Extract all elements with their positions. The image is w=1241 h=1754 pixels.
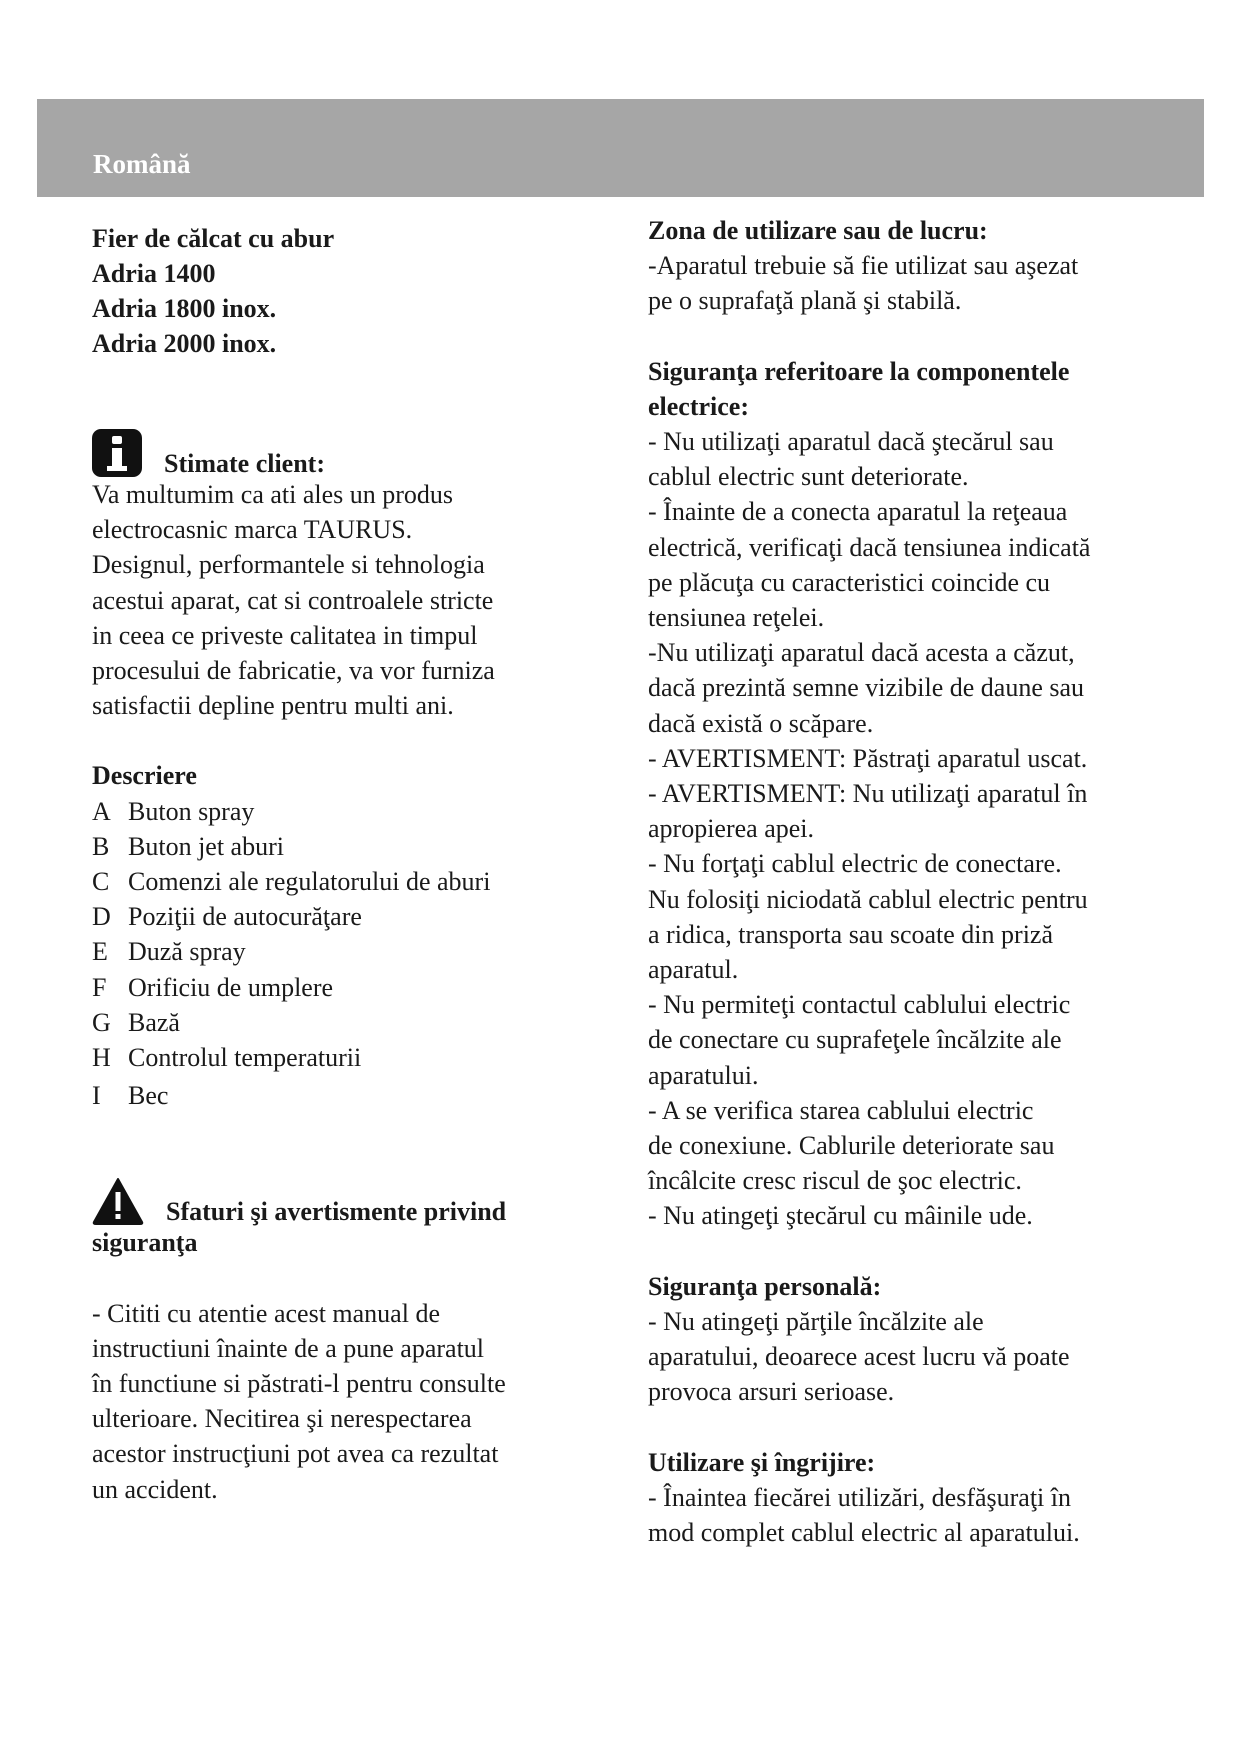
text-line: in ceea ce priveste calitatea in timpul	[92, 620, 478, 650]
section-use-and-care	[648, 1445, 1208, 1551]
language-label: Română	[93, 149, 191, 179]
list-item: F Orificiu de umplere	[92, 972, 334, 1002]
text-line: a ridica, transporta sau scoate din priză	[648, 919, 1053, 949]
text-line: aparatul.	[648, 955, 739, 985]
product-line: Adria 1800 inox.	[92, 294, 277, 323]
list-item: B Buton jet aburi	[92, 831, 284, 861]
warning-icon	[92, 1177, 144, 1225]
text-line: electrică, verificaţi dacă tensiunea indicată	[648, 532, 1091, 562]
safety-title-line1: Sfaturi şi avertismente privind	[166, 1197, 507, 1227]
text-line: de conexiune. Cablurile deteriorate sau	[648, 1131, 1055, 1161]
text-line: - Înaintea fiecărei utilizări, desfăşuraţi în	[648, 1482, 1072, 1512]
left-column	[92, 221, 592, 1507]
text-line: Designul, performantele si tehnologia	[92, 550, 485, 580]
text-line: - Nu forţaţi cablul electric de conectare.	[648, 849, 1062, 879]
text-line: - Înainte de a conecta aparatul la reţeaua	[648, 497, 1068, 527]
safety-heading	[92, 1177, 592, 1225]
text-line: - Nu atingeţi părţile încălzite ale	[648, 1306, 984, 1336]
text-line: pe plăcuţa cu caracteristici coincide cu	[648, 567, 1051, 597]
right-column	[648, 213, 1208, 1550]
text-line: - Cititi cu atentie acest manual de	[92, 1298, 440, 1328]
text-line: instructiuni înainte de a pune aparatul	[92, 1333, 485, 1363]
text-line: pe o suprafaţă plană şi stabilă.	[648, 286, 962, 316]
list-item: A Buton spray	[92, 796, 255, 826]
product-line: Adria 2000 inox.	[92, 329, 277, 358]
text-line: - Nu permiteţi contactul cablului electric	[648, 990, 1071, 1020]
safety-title-line2: siguranţa	[92, 1228, 198, 1258]
text-line: cablul electric sunt deteriorate.	[648, 462, 969, 492]
text-line: provoca arsuri serioase.	[648, 1377, 895, 1407]
text-line: acestor instrucţiuni pot avea ca rezultat	[92, 1439, 499, 1469]
list-item: I Bec	[92, 1081, 169, 1111]
text-line: încâlcite cresc riscul de şoc electric.	[648, 1166, 1022, 1196]
text-line: ulterioare. Necitirea şi nerespectarea	[92, 1404, 472, 1434]
text-line: procesului de fabricatie, va vor furniza	[92, 656, 495, 686]
safety-text	[92, 1296, 592, 1507]
text-line: în functiune si păstrati-l pentru consulte	[92, 1369, 506, 1399]
text-line: de conectare cu suprafeţele încălzite ale	[648, 1025, 1062, 1055]
text-line: - A se verifica starea cablului electric	[648, 1095, 1034, 1125]
list-item: G Bază	[92, 1007, 180, 1037]
text-line: aparatului.	[648, 1060, 759, 1090]
product-title	[92, 221, 592, 361]
list-item: C Comenzi ale regulatorului de aburi	[92, 867, 491, 897]
text-line: electrocasnic marca TAURUS.	[92, 515, 413, 545]
section-title: electrice:	[648, 391, 750, 421]
text-line: - AVERTISMENT: Nu utilizaţi aparatul în	[648, 779, 1088, 809]
description-title: Descriere	[92, 761, 197, 791]
text-line: - AVERTISMENT: Păstraţi aparatul uscat.	[648, 743, 1088, 773]
section-electrical-safety	[648, 354, 1208, 1234]
product-line: Fier de călcat cu abur	[92, 224, 335, 253]
text-line: satisfactii depline pentru multi ani.	[92, 691, 454, 721]
section-title: Siguranţa referitoare la componentele	[648, 356, 1070, 386]
text-line: un accident.	[92, 1474, 218, 1504]
greeting-heading	[92, 429, 592, 477]
section-title: Zona de utilizare sau de lucru:	[648, 216, 988, 245]
text-line: dacă există o scăpare.	[648, 708, 874, 738]
text-line: -Nu utilizaţi aparatul dacă acesta a căzut,	[648, 638, 1075, 668]
text-line: tensiunea reţelei.	[648, 603, 825, 633]
section-title: Utilizare şi îngrijire:	[648, 1447, 876, 1477]
text-line: - Nu atingeţi ştecărul cu mâinile ude.	[648, 1201, 1033, 1231]
greeting-title: Stimate client:	[164, 448, 326, 478]
product-line: Adria 1400	[92, 259, 216, 288]
description-list	[92, 794, 592, 1114]
section-title: Siguranţa personală:	[648, 1271, 882, 1301]
text-line: apropierea apei.	[648, 814, 815, 844]
text-line: dacă prezintă semne vizibile de daune sau	[648, 673, 1085, 703]
section-personal-safety	[648, 1269, 1208, 1410]
text-line: Nu folosiţi niciodată cablul electric pentru	[648, 884, 1088, 914]
text-line: - Nu utilizaţi aparatul dacă ştecărul sau	[648, 427, 1054, 457]
greeting-text	[92, 477, 592, 723]
text-line: Va multumim ca ati ales un produs	[92, 480, 454, 509]
text-line: aparatului, deoarece acest lucru vă poate	[648, 1342, 1070, 1372]
list-item: H Controlul temperaturii	[92, 1043, 362, 1073]
list-item: E Duză spray	[92, 937, 246, 967]
text-line: mod complet cablul electric al aparatului.	[648, 1517, 1080, 1547]
info-icon	[92, 429, 142, 477]
text-line: acestui aparat, cat si controalele stricte	[92, 585, 494, 615]
text-line: -Aparatul trebuie să fie utilizat sau aşezat	[648, 251, 1079, 281]
list-item: D Poziţii de autocurăţare	[92, 902, 362, 932]
section-work-area	[648, 213, 1208, 319]
language-header-band	[37, 99, 1204, 197]
